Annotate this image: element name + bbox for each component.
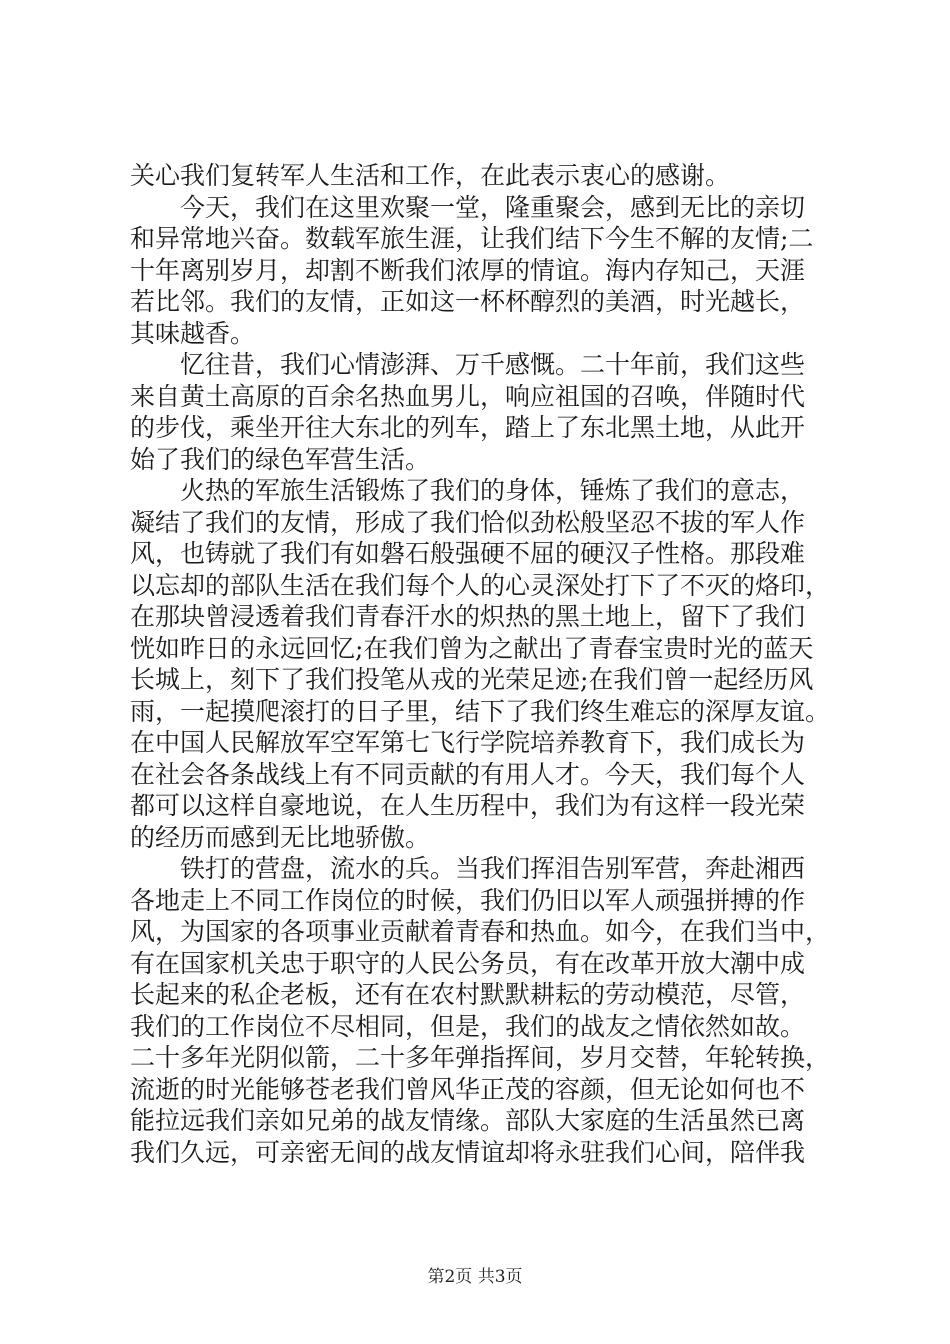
text-line: 忆往昔，我们心情澎湃、万千感慨。二十年前，我们这些 <box>180 350 806 379</box>
text-line: 长起来的私企老板，还有在农村默默耕耘的劳动模范，尽管， <box>130 980 806 1009</box>
text-line: 十年离别岁月，却割不断我们浓厚的情谊。海内存知己，天涯 <box>130 255 806 285</box>
text-line: 铁打的营盘，流水的兵。当我们挥泪告别军营，奔赴湘西 <box>180 854 806 883</box>
text-line: 来自黄土高原的百余名热血男儿，响应祖国的召唤，伴随时代 <box>130 381 806 411</box>
text-line: 恍如昨日的永远回忆;在我们曾为之献出了青春宝贵时光的蓝天 <box>130 633 814 663</box>
text-line: 在社会各条战线上有不同贡献的有用人才。今天，我们每个人 <box>130 759 806 789</box>
text-line: 流逝的时光能够苍老我们曾风华正茂的容颜，但无论如何也不 <box>130 1074 806 1104</box>
text-line: 长城上，刻下了我们投笔从戎的光荣足迹;在我们曾一起经历风 <box>130 665 814 694</box>
text-line: 在那块曾浸透着我们青春汗水的炽热的黑土地上，留下了我们 <box>130 602 806 631</box>
text-line: 二十多年光阴似箭，二十多年弹指挥间，岁月交替，年轮转换， <box>130 1043 831 1072</box>
text-line: 各地走上不同工作岗位的时候，我们仍旧以军人顽强拼搏的作 <box>130 885 806 915</box>
text-line: 雨，一起摸爬滚打的日子里，结下了我们终生难忘的深厚友谊。 <box>130 696 831 726</box>
text-line: 的步伐，乘坐开往大东北的列车，踏上了东北黑土地，从此开 <box>130 413 806 442</box>
text-line: 关心我们复转军人生活和工作，在此表示衷心的感谢。 <box>130 161 731 190</box>
document-body <box>130 160 830 1168</box>
text-line: 的经历而感到无比地骄傲。 <box>130 822 431 852</box>
text-line: 始了我们的绿色军营生活。 <box>130 444 431 474</box>
text-line: 我们久远，可亲密无间的战友情谊却将永驻我们心间，陪伴我 <box>130 1137 806 1167</box>
text-line: 若比邻。我们的友情，正如这一杯杯醇烈的美酒，时光越长， <box>130 287 806 316</box>
text-line: 能拉远我们亲如兄弟的战友情缘。部队大家庭的生活虽然已离 <box>130 1106 806 1135</box>
text-line: 和异常地兴奋。数载军旅生涯，让我们结下今生不解的友情;二 <box>130 224 814 253</box>
text-line: 风，也铸就了我们有如磐石般强硬不屈的硬汉子性格。那段难 <box>130 539 806 568</box>
text-line: 我们的工作岗位不尽相同，但是，我们的战友之情依然如故。 <box>130 1011 806 1041</box>
page-footer: 第2页 共3页 <box>427 1267 523 1287</box>
text-line: 风，为国家的各项事业贡献着青春和热血。如今，在我们当中， <box>130 917 831 946</box>
text-line: 今天，我们在这里欢聚一堂，隆重聚会，感到无比的亲切 <box>180 192 806 222</box>
text-line: 火热的军旅生活锻炼了我们的身体，锤炼了我们的意志， <box>180 476 806 505</box>
text-line: 以忘却的部队生活在我们每个人的心灵深处打下了不灭的烙印， <box>130 570 831 600</box>
text-line: 有在国家机关忠于职守的人民公务员，有在改革开放大潮中成 <box>130 948 806 978</box>
text-line: 在中国人民解放军空军第七飞行学院培养教育下，我们成长为 <box>130 728 806 757</box>
text-line: 凝结了我们的友情，形成了我们恰似劲松般坚忍不拔的军人作 <box>130 507 806 537</box>
text-line: 其味越香。 <box>130 318 256 348</box>
text-line: 都可以这样自豪地说，在人生历程中，我们为有这样一段光荣 <box>130 791 806 820</box>
